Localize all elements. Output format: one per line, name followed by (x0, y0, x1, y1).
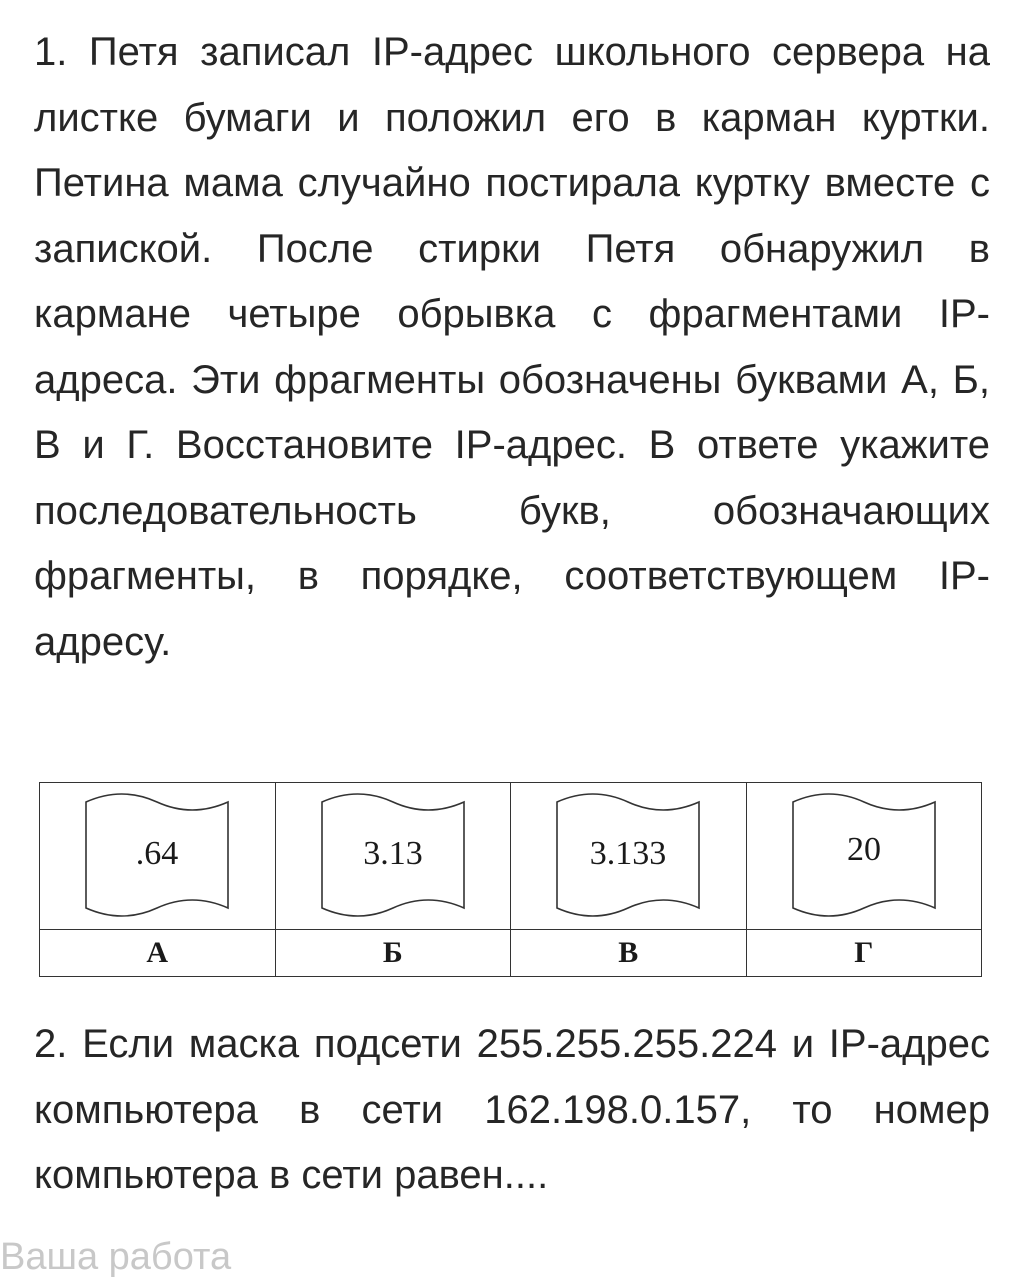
question-2-text: 2. Если маска подсети 255.255.255.224 и IP-адрес компьютера в сети 162.198.0.157, то номер компьютера в сети равен.... (34, 1022, 990, 1197)
fragment-letter-g: Г (746, 930, 982, 977)
fragment-value-a: .64 (136, 835, 179, 872)
fragment-cell-a (40, 783, 276, 930)
fragment-letter-v: В (511, 930, 747, 977)
torn-paper-g-icon (789, 790, 939, 922)
torn-paper-a-icon (82, 790, 232, 922)
fragment-letter-a: А (40, 930, 276, 977)
fragments-row (40, 783, 982, 930)
fragment-letter-b: Б (275, 930, 511, 977)
fragment-value-v: 3.133 (590, 835, 667, 872)
fragment-value-g: 20 (846, 831, 881, 868)
letters-row (40, 930, 982, 977)
torn-paper-b-icon (318, 790, 468, 922)
footer-text: Ваша работа (0, 1236, 232, 1278)
fragment-cell-g (746, 783, 982, 930)
fragment-cell-b (275, 783, 511, 930)
question-1-text: 1. Петя записал IP-адрес школьного сервера на листке бумаги и положил его в карман куртки. Петина мама случайно постирала куртку вместе с запиской. После стирки Петя обнаружил в кармане четыре обрывка с фрагментами IP-адреса. Эти фрагменты обозначены буквами А, Б, В и Г. Восстановите IP-адрес. В ответе укажите последовательность букв, обозначающих фрагменты, в порядке, соответствующем IP-адресу. (34, 30, 990, 664)
fragments-table (39, 782, 982, 977)
torn-paper-v-icon (553, 790, 703, 922)
fragment-value-b: 3.13 (363, 835, 423, 872)
fragment-cell-v (511, 783, 747, 930)
